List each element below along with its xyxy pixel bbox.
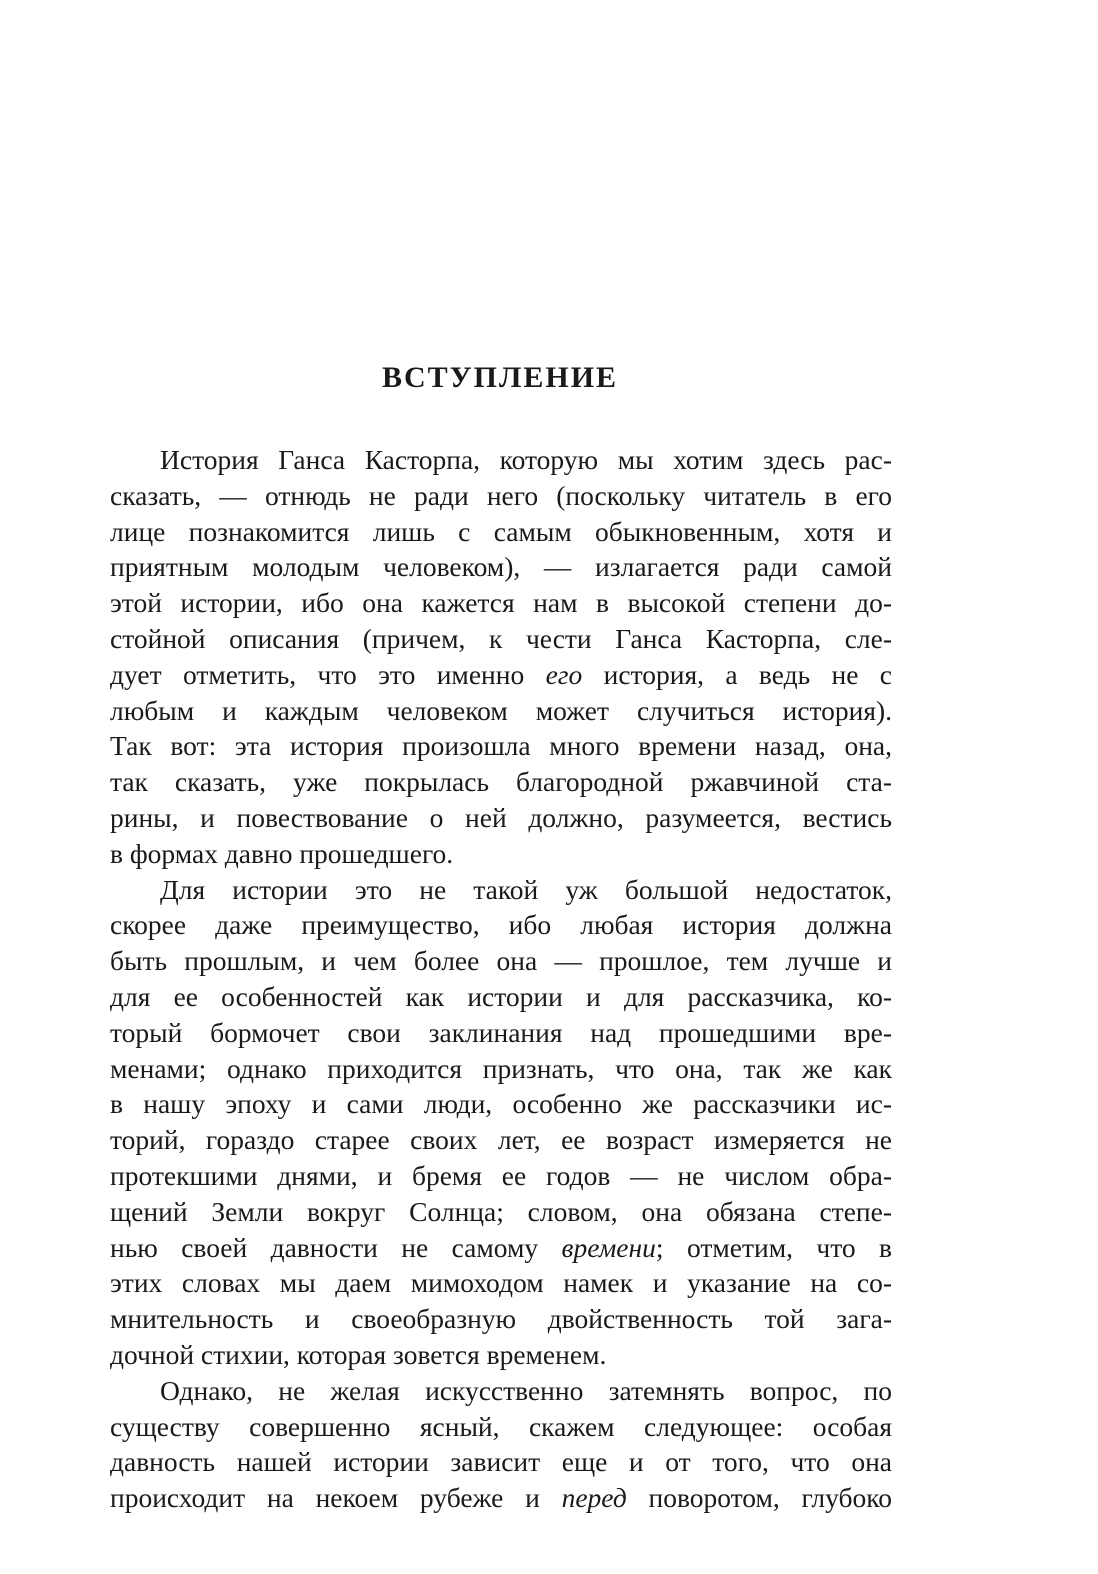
text-run: торый бормочет свои заклинания над прошедшими вре-	[110, 1016, 892, 1048]
text-run: нью своей давности не самому	[110, 1231, 562, 1263]
text-line	[110, 800, 892, 836]
text-run: Для истории это не такой уж большой недостаток,	[160, 873, 892, 905]
text-run: дочной стихии, которая зовется временем.	[110, 1338, 607, 1370]
text-line	[110, 1051, 892, 1087]
text-run: протекшими днями, и бремя ее годов — не числом обра-	[110, 1159, 892, 1191]
text-run: Однако, не желая искусственно затемнять вопрос, по	[160, 1374, 892, 1406]
text-line	[110, 1373, 892, 1409]
text-run: лице познакомится лишь с самым обыкновенным, хотя и	[110, 515, 892, 547]
text-run: менами; однако приходится признать, что она, так же как	[110, 1052, 892, 1084]
body-text	[110, 442, 892, 1516]
text-run: этой истории, ибо она кажется нам в высокой степени до-	[110, 587, 892, 619]
text-run: торий, гораздо старее своих лет, ее возраст измеряется не	[110, 1124, 892, 1156]
text-line	[110, 549, 892, 585]
text-line	[110, 1301, 892, 1337]
text-line	[110, 657, 892, 693]
text-line	[110, 907, 892, 943]
text-run: быть прошлым, и чем более она — прошлое, тем лучше и	[110, 945, 892, 977]
text-run: щений Земли вокруг Солнца; словом, она обязана степе-	[110, 1195, 892, 1227]
text-line	[110, 1265, 892, 1301]
text-run: дует отметить, что это именно	[110, 658, 546, 690]
text-line	[110, 764, 892, 800]
text-run: сказать, — отнюдь не ради него (поскольку читатель в его	[110, 479, 892, 511]
text-run: мнительность и своеобразную двойственность той зага-	[110, 1303, 892, 1335]
text-line	[110, 621, 892, 657]
text-line	[110, 442, 892, 478]
text-line	[110, 1480, 892, 1516]
text-run: Так вот: эта история произошла много времени назад, она,	[110, 730, 892, 762]
text-line	[110, 1444, 892, 1480]
text-run: приятным молодым человеком), — излагается ради самой	[110, 551, 892, 583]
text-line	[110, 693, 892, 729]
text-line	[110, 585, 892, 621]
text-line	[110, 1086, 892, 1122]
text-line	[110, 728, 892, 764]
text-run: скорее даже преимущество, ибо любая история должна	[110, 909, 892, 941]
text-line	[110, 514, 892, 550]
text-run: история, а ведь не с	[582, 658, 892, 690]
text-run: ; отметим, что в	[655, 1231, 892, 1263]
text-run: этих словах мы даем мимоходом намек и указание на со-	[110, 1267, 892, 1299]
italic-word: его	[545, 658, 583, 690]
text-line	[110, 943, 892, 979]
paragraph	[110, 872, 892, 1373]
text-line	[110, 478, 892, 514]
text-line	[110, 872, 892, 908]
text-run: любым и каждым человеком может случиться история).	[110, 694, 892, 726]
text-line	[110, 1337, 892, 1373]
text-run: поворотом, глубоко	[626, 1482, 892, 1514]
text-line	[110, 1230, 892, 1266]
italic-word: перед	[561, 1482, 627, 1514]
italic-word: времени	[561, 1231, 656, 1263]
text-line	[110, 1409, 892, 1445]
text-run: в формах давно прошедшего.	[110, 837, 454, 869]
text-run: существу совершенно ясный, скажем следующее: особая	[110, 1410, 892, 1442]
text-run: История Ганса Касторпа, которую мы хотим здесь рас-	[160, 444, 892, 475]
text-run: так сказать, уже покрылась благородной ржавчиной ста-	[110, 766, 892, 798]
paragraph	[110, 442, 892, 872]
text-run: для ее особенностей как истории и для рассказчика, ко-	[110, 980, 892, 1012]
text-line	[110, 836, 892, 872]
paragraph	[110, 1373, 892, 1516]
text-line	[110, 1015, 892, 1051]
text-line	[110, 1194, 892, 1230]
text-line	[110, 979, 892, 1015]
chapter-title: ВСТУПЛЕНИЕ	[381, 361, 619, 394]
text-run: происходит на некоем рубеже и	[110, 1482, 562, 1514]
text-line	[110, 1122, 892, 1158]
text-line	[110, 1158, 892, 1194]
text-run: рины, и повествование о ней должно, разумеется, вестись	[110, 801, 892, 833]
text-run: в нашу эпоху и сами люди, особенно же рассказчики ис-	[110, 1088, 892, 1120]
text-run: давность нашей истории зависит еще и от того, что она	[110, 1446, 892, 1478]
text-run: стойной описания (причем, к чести Ганса Касторпа, сле-	[110, 622, 892, 654]
